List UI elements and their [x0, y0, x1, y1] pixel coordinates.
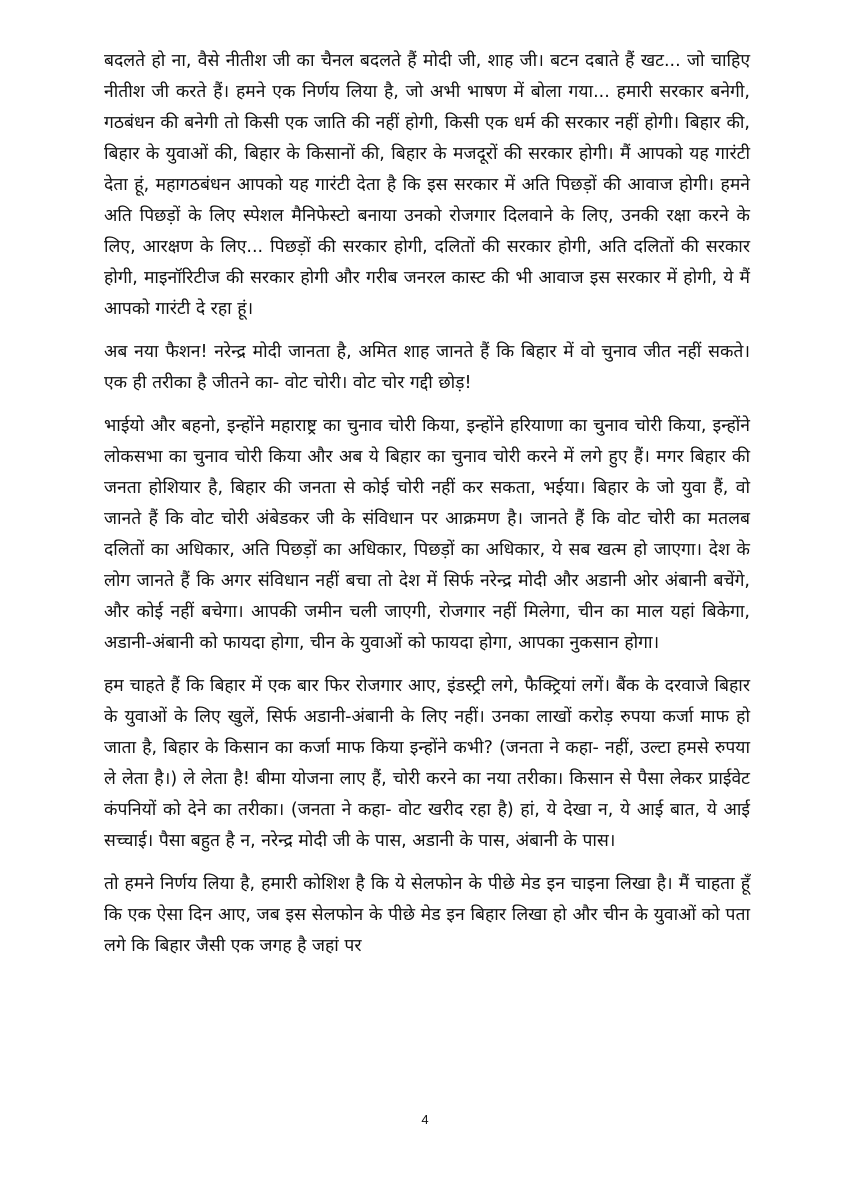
- paragraph-5: तो हमने निर्णय लिया है, हमारी कोशिश है कि ये सेलफोन के पीछे मेड इन चाइना लिखा है। मैं चाहता हूँ कि एक ऐसा दिन आए, जब इस सेलफोन के पीछे मेड इन बिहार लिखा हो और चीन के युवाओं को पता लगे कि बिहार जैसी एक जगह है जहां पर: [104, 874, 750, 956]
- paragraph-3: भाईयो और बहनो, इन्होंने महाराष्ट्र का चुनाव चोरी किया, इन्होंने हरियाणा का चुनाव चोरी किया, इन्होंने लोकसभा का चुनाव चोरी किया और अब ये बिहार का चुनाव चोरी करने में लगे हुए हैं। मगर बिहार की जनता होशियार है, बिहार की जनता से कोई चोरी नहीं कर सकता, भईया। बिहार के जो युवा हैं, वो जानते हैं कि वोट चोरी अंबेडकर जी के संविधान पर आक्रमण है। जानते हैं कि वोट चोरी का मतलब दलितों का अधिकार, अति पिछड़ों का अधिकार, पिछड़ों का अधिकार, ये सब खत्म हो जाएगा। देश के लोग जानते हैं कि अगर संविधान नहीं बचा तो देश में सिर्फ नरेन्द्र मोदी और अडानी ओर अंबानी बचेंगे, और कोई नहीं बचेगा। आपकी जमीन चली जाएगी, रोजगार नहीं मिलेगा, चीन का माल यहां बिकेगा, अडानी-अंबानी को फायदा होगा, चीन के युवाओं को फायदा होगा, आपका नुकसान होगा।: [104, 416, 750, 653]
- page-number: 4: [421, 1112, 429, 1127]
- paragraph-4: हम चाहते हैं कि बिहार में एक बार फिर रोजगार आए, इंडस्ट्री लगे, फैक्ट्रियां लगें। बैंक के दरवाजे बिहार के युवाओं के लिए खुलें, सिर्फ अडानी-अंबानी के लिए नहीं। उनका लाखों करोड़ रुपया कर्जा माफ हो जाता है, बिहार के किसान का कर्जा माफ किया इन्होंने कभी? (जनता ने कहा- नहीं, उल्टा हमसे रुपया ले लेता है।) ले लेता है! बीमा योजना लाए हैं, चोरी करने का नया तरीका। किसान से पैसा लेकर प्राईवेट कंपनियों को देने का तरीका। (जनता ने कहा- वोट खरीद रहा है) हां, ये देखा न, ये आई बात, ये आई सच्चाई। पैसा बहुत है न, नरेन्द्र मोदी जी के पास, अडानी के पास, अंबानी के पास।: [104, 676, 750, 851]
- document-body: [104, 46, 750, 974]
- paragraph-1: बदलते हो ना, वैसे नीतीश जी का चैनल बदलते हैं मोदी जी, शाह जी। बटन दबाते हैं खट... जो चाहिए नीतीश जी करते हैं। हमने एक निर्णय लिया है, जो अभी भाषण में बोला गया... हमारी सरकार बनेगी, गठबंधन की बनेगी तो किसी एक जाति की नहीं होगी, किसी एक धर्म की सरकार नहीं होगी। बिहार की, बिहार के युवाओं की, बिहार के किसानों की, बिहार के मजदूरों की सरकार होगी। मैं आपको यह गारंटी देता हूं, महागठबंधन आपको यह गारंटी देता है कि इस सरकार में अति पिछड़ों की आवाज होगी। हमने अति पिछड़ों के लिए स्पेशल मैनिफेस्टो बनाया उनको रोजगार दिलवाने के लिए, उनकी रक्षा करने के लिए, आरक्षण के लिए... पिछड़ों की सरकार होगी, दलितों की सरकार होगी, अति दलितों की सरकार होगी, माइनॉरिटीज की सरकार होगी और गरीब जनरल कास्ट की भी आवाज इस सरकार में होगी, ये मैं आपको गारंटी दे रहा हूं।: [104, 51, 750, 319]
- paragraph-2: अब नया फैशन! नरेन्द्र मोदी जानता है, अमित शाह जानते हैं कि बिहार में वो चुनाव जीत नहीं सकते। एक ही तरीका है जीतने का- वोट चोरी। वोट चोर गद्दी छोड़!: [104, 342, 750, 393]
